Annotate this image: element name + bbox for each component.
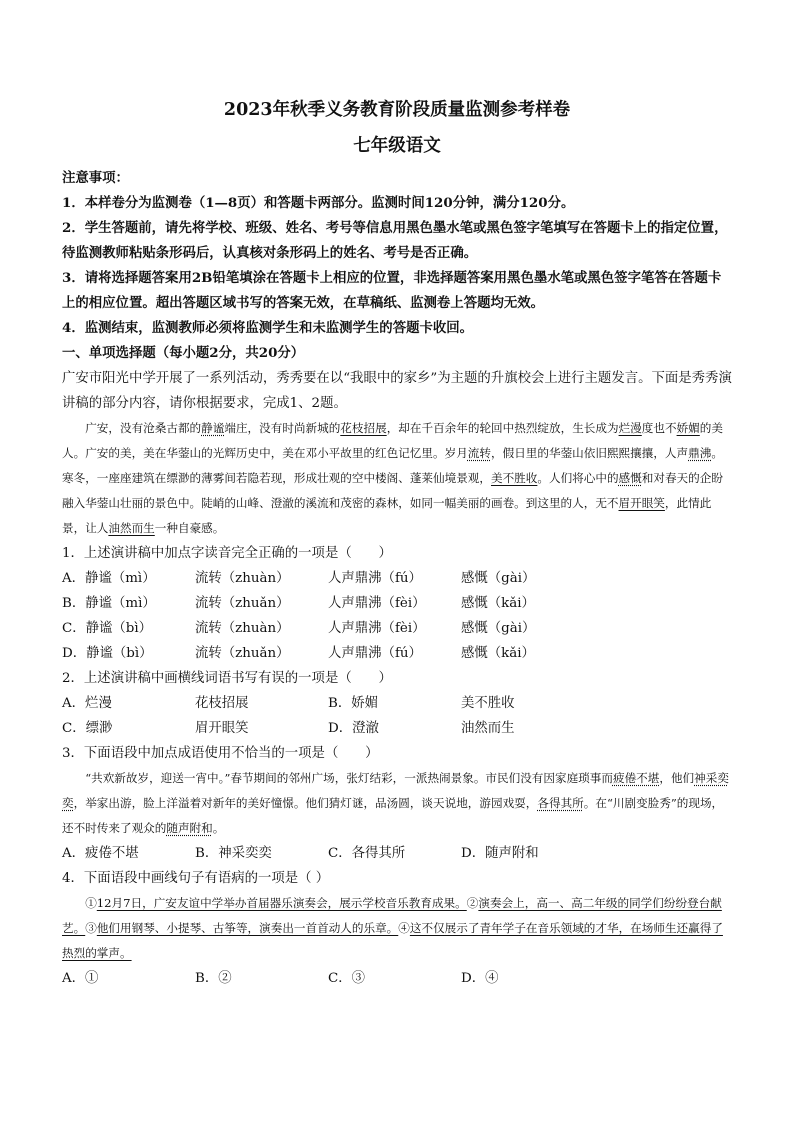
q1-option-c-1: C．静谧（bì） — [62, 621, 153, 636]
sentence-3: 他们用钢琴、小提琴、古筝等，演奏出一首首动人的乐章。 — [96, 921, 399, 935]
q3-option-b: B．神采奕奕 — [195, 846, 272, 861]
q1-option-b-3: 人声鼎沸（fèi） — [328, 596, 426, 611]
q1-option-c-3: 人声鼎沸（fèi） — [328, 621, 426, 636]
notice-item-2: 2．学生答题前，请先将学校、班级、姓名、考号等信息用黑色墨水笔或黑色签字笔填写在答题卡上的指定位置，待监测教师粘贴条形码后，认真核对条形码上的姓名、考号是否正确。 — [62, 220, 728, 261]
word-youranersheng: 油然而生 — [108, 521, 155, 535]
exam-subtitle: 七年级语文 — [353, 136, 441, 156]
question-2-options — [62, 691, 732, 741]
q1-option-d-2: 流转（zhuǎn） — [195, 646, 290, 661]
exam-title: 2023年秋季义务教育阶段质量监测参考样卷 — [223, 100, 571, 120]
q2-option-d-2: 油然而生 — [461, 721, 515, 736]
q1-option-b-4: 感慨（kǎi） — [461, 596, 535, 611]
q1-option-d-4: 感慨（kǎi） — [461, 646, 535, 661]
q1-option-c-2: 流转（zhuàn） — [195, 621, 290, 636]
q1-option-a-2: 流转（zhuàn） — [195, 571, 290, 586]
q2-option-d: D．澄澈 — [328, 721, 379, 736]
q1-option-d-3: 人声鼎沸（fú） — [328, 646, 422, 661]
q1-option-b-2: 流转（zhuǎn） — [195, 596, 290, 611]
q3-option-d: D．随声附和 — [461, 846, 539, 861]
question-4-passage: ①12月7日，广安友谊中学举办首届器乐演奏会，展示学校音乐教育成果。②演奏会上，高一、高二年级的同学们纷纷登台献艺。③他们用钢琴、小提琴、古筝等，演奏出一首首动人的乐章。④这不仅展示了青年学子在音乐领域的才华，在场师生还赢得了热烈的掌声。 — [62, 896, 723, 960]
word-dingfei: 鼎沸 — [688, 446, 712, 460]
q1-option-c-4: 感慨（gài） — [461, 621, 536, 636]
word-lanman: 烂漫 — [618, 421, 642, 435]
notice-heading: 注意事项： — [62, 170, 129, 186]
q2-option-c: C．缥渺 — [62, 721, 113, 736]
q2-option-a: A．烂漫 — [62, 696, 112, 711]
q4-option-c: C．③ — [328, 971, 366, 986]
question-2-stem: 2．上述演讲稿中画横线词语书写有误的一项是（ ） — [62, 671, 392, 686]
q2-option-b-2: 美不胜收 — [461, 696, 515, 711]
notice-item-4: 4．监测结束，监测教师必须将监测学生和未监测学生的答题卡收回。 — [62, 320, 474, 336]
idiom-gedeqisuo: 各得其所 — [537, 796, 584, 810]
section-1-intro: 广安市阳光中学开展了一系列活动，秀秀要在以“我眼中的家乡”为主题的升旗校会上进行主题发言。下面是秀秀演讲稿的部分内容，请你根据要求，完成1、2题。 — [62, 371, 732, 411]
notice-item-3: 3．请将选择题答案用2B铅笔填涂在答题卡上相应的位置，非选择题答案用黑色墨水笔或黑色签字笔答在答题卡上的相应位置。超出答题区域书写的答案无效，在草稿纸、监测卷上答题均无效。 — [62, 270, 722, 311]
q2-option-a-2: 花枝招展 — [195, 696, 249, 711]
idiom-shencaiyiyi: 神采奕奕 — [62, 771, 729, 810]
idiom-pijuanbukan: 疲倦不堪 — [612, 771, 660, 785]
q1-option-a-3: 人声鼎沸（fú） — [328, 571, 422, 586]
q3-option-c: C．各得其所 — [328, 846, 406, 861]
word-jingmi: 静谧 — [201, 421, 225, 435]
idiom-suishengfuhe: 随声附和 — [166, 821, 213, 835]
word-huazhizhaozhan: 花枝招展 — [340, 421, 387, 435]
word-gankai: 感慨 — [618, 471, 642, 485]
sentence-1: 12月7日，广安友谊中学举办首届器乐演奏会，展示学校音乐教育成果。 — [96, 896, 467, 910]
question-4-stem: 4．下面语段中画线句子有语病的一项是（ ） — [62, 871, 330, 886]
exam-page — [62, 98, 732, 991]
word-meikaiyanxiao: 眉开眼笑 — [618, 496, 665, 510]
question-3-options — [62, 841, 732, 866]
q3-option-a: A．疲倦不堪 — [62, 846, 139, 861]
word-liuzhuan: 流转 — [467, 446, 491, 460]
question-3-passage: “共欢新故岁，迎送一宵中。”春节期间的邻州广场，张灯结彩，一派热闹景象。市民们没有因家庭琐事而疲倦不堪，他们神采奕奕，举家出游，脸上洋溢着对新年的美好憧憬。他们猜灯谜，品汤圆，谈天说地，游园戏耍，各得其所。在“川剧变脸秀”的现场，还不时传来了观众的随声附和。 — [62, 771, 729, 835]
question-3-stem: 3．下面语段中加点成语使用不恰当的一项是（ ） — [62, 746, 379, 761]
q4-option-b: B．② — [195, 971, 232, 986]
word-meibushengshou: 美不胜收 — [490, 471, 538, 485]
section-1-heading: 一、单项选择题（每小题2分，共20分） — [62, 345, 305, 361]
q1-option-b-1: B．静谧（mì） — [62, 596, 156, 611]
q4-option-d: D．④ — [461, 971, 499, 986]
q1-option-d-1: D．静谧（bì） — [62, 646, 153, 661]
question-1-options — [62, 566, 732, 666]
q1-option-a-1: A．静谧（mì） — [62, 571, 156, 586]
sentence-2: 演奏会上，高一、高二年级的同学们纷纷登台献艺。 — [62, 896, 722, 935]
speech-passage: 广安，没有沧桑古都的静谧端庄，没有时尚新城的花枝招展，却在千百余年的轮回中热烈绽放，生长成为烂漫度也不娇媚的美人。广安的美，美在华蓥山的光辉历史中，美在邓小平故里的红色记忆里。岁月流转，假日里的华蓥山依旧熙熙攘攘，人声鼎沸。寒冬，一座座建筑在缥渺的薄雾间若隐若现，形成壮观的空中楼阁、蓬莱仙境景观，美不胜收。人们将心中的感慨和对春天的企盼融入华蓥山壮丽的景色中。陡峭的山峰、澄澈的溪流和茂密的森林，如同一幅美丽的画卷。到这里的人，无不眉开眼笑，此情此景，让人油然而生一种自豪感。 — [62, 421, 723, 535]
question-4-options — [62, 966, 732, 991]
q2-option-b: B．娇媚 — [328, 696, 379, 711]
sentence-4: 这不仅展示了青年学子在音乐领域的才华，在场师生还赢得了热烈的掌声。 — [62, 921, 723, 960]
word-jiaomei: 娇媚 — [676, 421, 700, 435]
question-1-stem: 1．上述演讲稿中加点字读音完全正确的一项是（ ） — [62, 546, 392, 561]
q2-option-c-2: 眉开眼笑 — [195, 721, 249, 736]
q1-option-a-4: 感慨（gài） — [461, 571, 536, 586]
notice-item-1: 1．本样卷分为监测卷（1—8页）和答题卡两部分。监测时间120分钟，满分120分。 — [62, 195, 575, 211]
q4-option-a: A．① — [62, 971, 99, 986]
